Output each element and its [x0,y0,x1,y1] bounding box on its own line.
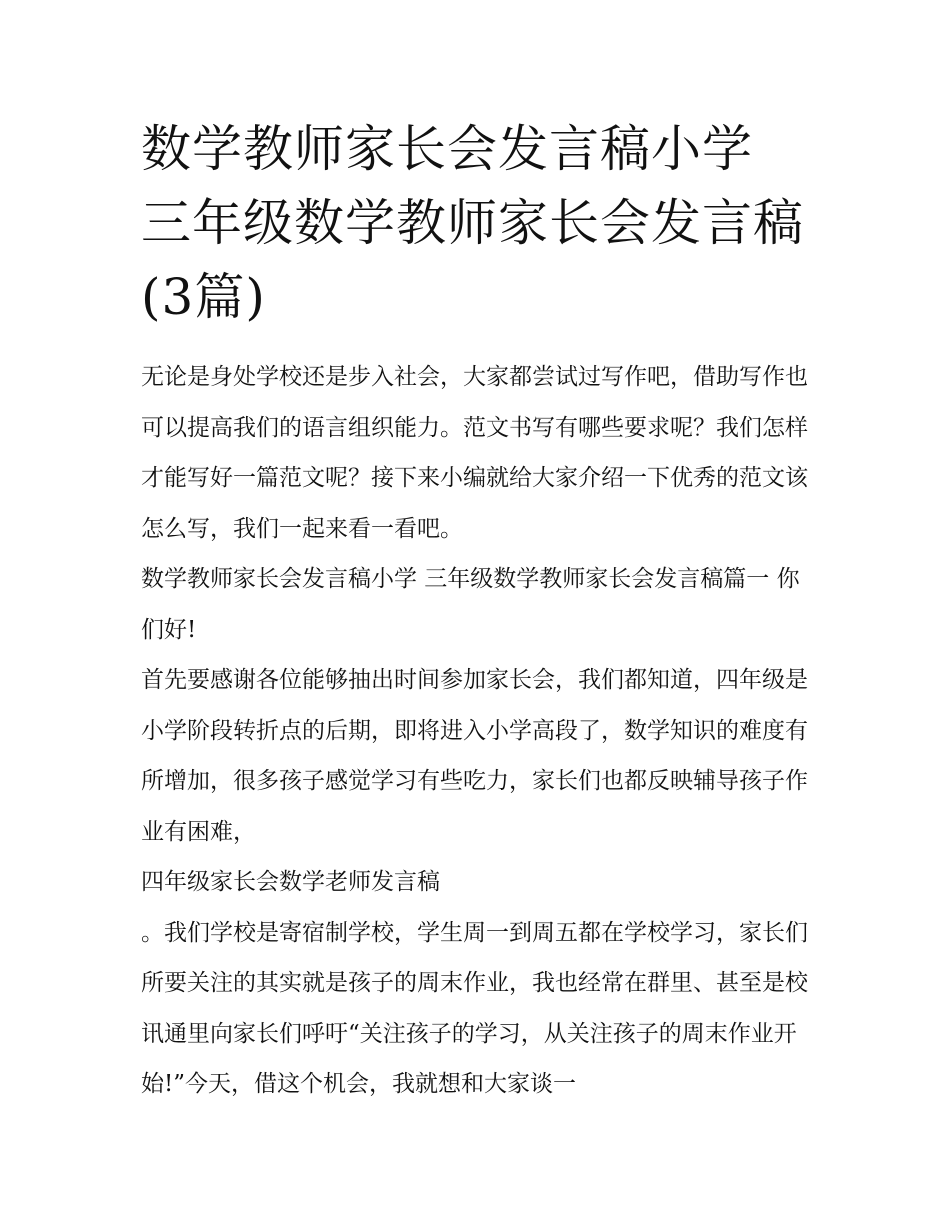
subheading-paragraph: 四年级家长会数学老师发言稿 [141,869,440,895]
document-title: 数学教师家长会发言稿小学 三年级数学教师家长会发言稿(3篇) [141,120,804,326]
intro-paragraph: 无论是身处学校还是步入社会，大家都尝试过写作吧，借助写作也可以提高我们的语言组织能力。范文书写有哪些要求呢？我们怎样才能写好一篇范文呢？接下来小编就给大家介绍一下优秀的范文该怎么写，我们一起来看一看吧。 [141,364,808,542]
body-paragraph: 首先要感谢各位能够抽出时间参加家长会，我们都知道，四年级是小学阶段转折点的后期，即将进入小学高段了，数学知识的难度有所增加，很多孩子感觉学习有些吃力，家长们也都反映辅导孩子作业有困难， [141,667,808,845]
document-body [141,352,813,1110]
document-page [141,112,813,1110]
section-heading-paragraph: 数学教师家长会发言稿小学 三年级数学教师家长会发言稿篇一 你们好! [141,566,800,643]
body-paragraph: 。我们学校是寄宿制学校，学生周一到周五都在学校学习，家长们所要关注的其实就是孩子的周末作业，我也经常在群里、甚至是校讯通里向家长们呼吁“关注孩子的学习，从关注孩子的周末作业开始!”今天，借这个机会，我就想和大家谈一 [141,919,808,1097]
